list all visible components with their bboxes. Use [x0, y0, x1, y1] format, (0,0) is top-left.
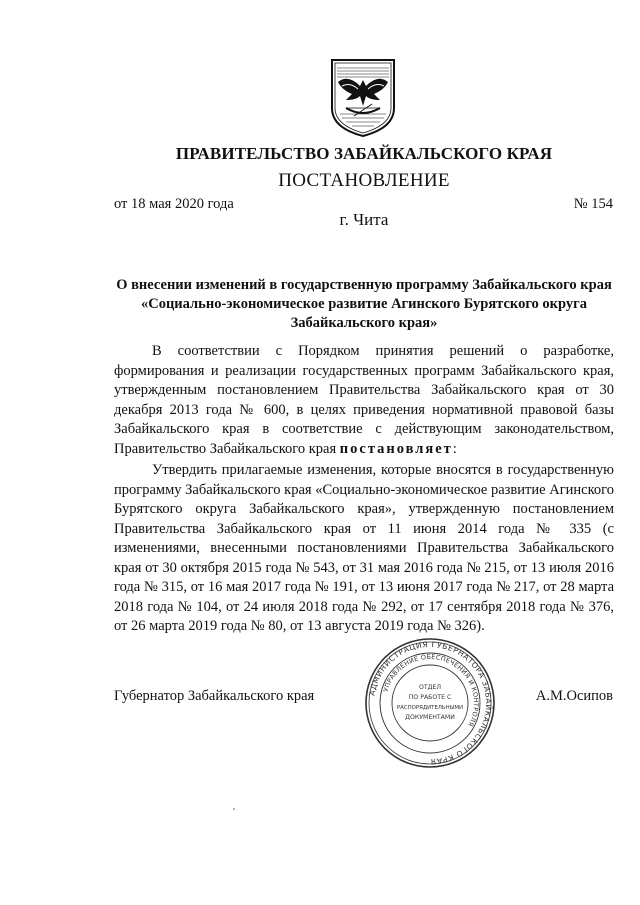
stamp-center-line: ДОКУМЕНТАМИ — [405, 714, 455, 721]
signatory-name: А.М.Осипов — [535, 688, 613, 704]
scan-speck — [233, 808, 235, 810]
preamble-end: : — [452, 440, 457, 457]
signatory-position: Губернатор Забайкальского края — [114, 688, 315, 704]
stamp-outer-text: АДМИНИСТРАЦИЯ ГУБЕРНАТОРА ЗАБАЙКАЛЬСКОГО КРАЯ — [367, 639, 494, 767]
document-number: № 154 — [573, 196, 613, 212]
paragraph-approve: Утвердить прилагаемые изменения, которые вносятся в государственную программу Забайкальского края «Социально-экономическое развитие Агинского Бурятского округа Забайкальского края», утвержденную постановлением Правительства Забайкальского края от 11 июня 2014 года № 335 (с изменениями, внесенными постановлениями Правительства Забайкальского края от 30 октября 2015 года № 543, от 31 мая 2016 года № 215, от 13 июля 2016 года № 315, от 16 мая 2017 года № 191, от 13 июня 2017 года № 217, от 28 марта 2018 года № 104, от 24 июля 2018 года № 292, от 17 сентября 2018 года № 376, от 26 марта 2019 года № 80, от 13 августа 2019 года № 326). — [114, 462, 614, 634]
document-city: г. Чита — [339, 210, 389, 229]
official-stamp-icon — [364, 637, 496, 769]
coat-of-arms-icon — [328, 56, 398, 138]
stamp-center-line: РАСПОРЯДИТЕЛЬНЫМИ — [396, 705, 464, 711]
document-date: от 18 мая 2020 года — [114, 196, 234, 212]
stamp-center-line: ОТДЕЛ — [418, 684, 442, 691]
stamp-inner-text: УПРАВЛЕНИЕ ОБЕСПЕЧЕНИЯ И КОНТРОЛЯ — [381, 652, 481, 729]
paragraph-preamble — [114, 342, 614, 459]
preamble-text: В соответствии с Порядком принятия решений о разработке, формирования и реализации государственных программ Забайкальского края, утвержденным постановлением Правительства Забайкальского края от 30 декабря 2013 года № 600, в целях приведения нормативной правовой базы Забайкальского края в соответствие с действующим законодательством, Правительство Забайкальского края — [114, 343, 614, 457]
resolves-keyword: постановляет — [339, 440, 453, 457]
document-subject: О внесении изменений в государственную программу Забайкальского края «Социально-экономическое развитие Агинского Бурятского округа Забайкальского края» — [116, 277, 612, 331]
document-type: ПОСТАНОВЛЕНИЕ — [278, 170, 450, 191]
government-title: ПРАВИТЕЛЬСТВО ЗАБАЙКАЛЬСКОГО КРАЯ — [175, 144, 553, 163]
stamp-center-line: ПО РАБОТЕ С — [408, 694, 452, 701]
